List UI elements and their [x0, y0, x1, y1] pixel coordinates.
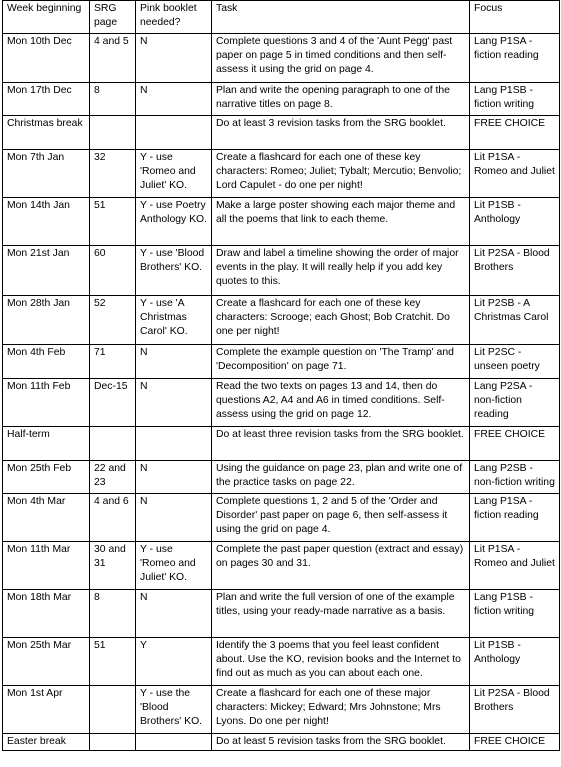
cell-page: 60 [90, 246, 136, 296]
cell-booklet: Y - use the 'Blood Brothers' KO. [136, 686, 212, 734]
table-row [3, 83, 560, 116]
cell-focus: Lit P2SA - Blood Brothers [470, 246, 560, 296]
cell-page: 8 [90, 83, 136, 116]
cell-focus: Lang P1SB - fiction writing [470, 83, 560, 116]
table-row [3, 427, 560, 461]
cell-page: 71 [90, 345, 136, 379]
cell-page [90, 116, 136, 150]
cell-booklet: Y - use 'A Christmas Carol' KO. [136, 296, 212, 345]
table-row [3, 379, 560, 427]
cell-booklet: Y [136, 638, 212, 686]
cell-week: Mon 4th Feb [3, 345, 90, 379]
cell-task: Plan and write the opening paragraph to one of the narrative titles on page 8. [212, 83, 470, 116]
cell-task: Read the two texts on pages 13 and 14, then do questions A2, A4 and A6 in timed conditions. Self-assess using the grid on page 12. [212, 379, 470, 427]
cell-task: Complete questions 1, 2 and 5 of the 'Order and Disorder' past paper on page 6, then self-assess it using the grid on page 4. [212, 494, 470, 542]
cell-booklet [136, 427, 212, 461]
table-row [3, 198, 560, 246]
cell-week: Half-term [3, 427, 90, 461]
table-row [3, 494, 560, 542]
cell-task: Make a large poster showing each major theme and all the poems that link to each theme. [212, 198, 470, 246]
cell-week: Mon 18th Mar [3, 590, 90, 638]
cell-week: Mon 21st Jan [3, 246, 90, 296]
cell-week: Mon 4th Mar [3, 494, 90, 542]
cell-week: Mon 14th Jan [3, 198, 90, 246]
header-row [3, 1, 560, 34]
cell-week: Mon 1st Apr [3, 686, 90, 734]
table-row [3, 296, 560, 345]
cell-task: Identify the 3 poems that you feel least confident about. Use the KO, revision books and the Internet to find out as much as you can about each one. [212, 638, 470, 686]
cell-booklet: Y - use 'Romeo and Juliet' KO. [136, 542, 212, 590]
cell-booklet: Y - use 'Blood Brothers' KO. [136, 246, 212, 296]
cell-booklet: Y - use Poetry Anthology KO. [136, 198, 212, 246]
cell-task: Do at least three revision tasks from the SRG booklet. [212, 427, 470, 461]
cell-page: 8 [90, 590, 136, 638]
cell-focus: Lit P1SB - Anthology [470, 198, 560, 246]
table-row [3, 734, 560, 751]
cell-page: 30 and 31 [90, 542, 136, 590]
cell-page: 51 [90, 638, 136, 686]
cell-week: Mon 11th Feb [3, 379, 90, 427]
cell-focus: Lang P2SB - non-fiction writing [470, 461, 560, 494]
header-focus: Focus [470, 1, 560, 34]
cell-focus: FREE CHOICE [470, 116, 560, 150]
cell-task: Draw and label a timeline showing the order of major events in the play. It will really help if you add key quotes to this. [212, 246, 470, 296]
table-row [3, 542, 560, 590]
cell-week: Christmas break [3, 116, 90, 150]
cell-booklet: N [136, 83, 212, 116]
cell-booklet: Y - use 'Romeo and Juliet' KO. [136, 150, 212, 198]
cell-task: Complete questions 3 and 4 of the 'Aunt Pegg' past paper on page 5 in timed conditions and then self-assess it using the grid on page 4. [212, 34, 470, 83]
cell-focus: Lang P1SA - fiction reading [470, 494, 560, 542]
cell-booklet: N [136, 379, 212, 427]
cell-focus: Lit P1SA - Romeo and Juliet [470, 542, 560, 590]
cell-task: Create a flashcard for each one of these key characters: Scrooge; each Ghost; Bob Cratchit. Do one per night! [212, 296, 470, 345]
cell-booklet: N [136, 345, 212, 379]
cell-focus: FREE CHOICE [470, 734, 560, 751]
cell-focus: Lit P1SA - Romeo and Juliet [470, 150, 560, 198]
cell-page: 22 and 23 [90, 461, 136, 494]
cell-focus: Lit P2SB - A Christmas Carol [470, 296, 560, 345]
table-row [3, 116, 560, 150]
cell-page: 51 [90, 198, 136, 246]
cell-focus: Lang P2SA - non-fiction reading [470, 379, 560, 427]
cell-task: Complete the past paper question (extract and essay) on pages 30 and 31. [212, 542, 470, 590]
cell-task: Do at least 3 revision tasks from the SRG booklet. [212, 116, 470, 150]
table-row [3, 686, 560, 734]
cell-page: 4 and 5 [90, 34, 136, 83]
cell-page: 32 [90, 150, 136, 198]
cell-week: Mon 17th Dec [3, 83, 90, 116]
header-booklet: Pink booklet needed? [136, 1, 212, 34]
cell-booklet [136, 116, 212, 150]
cell-focus: Lit P2SA - Blood Brothers [470, 686, 560, 734]
cell-week: Easter break [3, 734, 90, 751]
table-row [3, 638, 560, 686]
cell-focus: Lit P1SB - Anthology [470, 638, 560, 686]
cell-task: Do at least 5 revision tasks from the SRG booklet. [212, 734, 470, 751]
cell-focus: Lang P1SB - fiction writing [470, 590, 560, 638]
cell-page: 52 [90, 296, 136, 345]
table-row [3, 246, 560, 296]
cell-week: Mon 7th Jan [3, 150, 90, 198]
table-row [3, 34, 560, 83]
table-row [3, 461, 560, 494]
cell-week: Mon 28th Jan [3, 296, 90, 345]
cell-focus: Lang P1SA - fiction reading [470, 34, 560, 83]
header-page: SRG page [90, 1, 136, 34]
cell-booklet: N [136, 590, 212, 638]
cell-page [90, 686, 136, 734]
cell-week: Mon 25th Mar [3, 638, 90, 686]
table-row [3, 590, 560, 638]
cell-page [90, 734, 136, 751]
header-week: Week beginning [3, 1, 90, 34]
revision-schedule-table [2, 0, 560, 751]
header-task: Task [212, 1, 470, 34]
cell-focus: FREE CHOICE [470, 427, 560, 461]
cell-page: Dec-15 [90, 379, 136, 427]
cell-week: Mon 10th Dec [3, 34, 90, 83]
cell-task: Create a flashcard for each one of these key characters: Romeo; Juliet; Tybalt; Mercutio; Benvolio; Lord Capulet - do one per night! [212, 150, 470, 198]
cell-page: 4 and 6 [90, 494, 136, 542]
cell-booklet: N [136, 34, 212, 83]
cell-task: Plan and write the full version of one of the example titles, using your ready-made narrative as a basis. [212, 590, 470, 638]
cell-booklet: N [136, 461, 212, 494]
cell-week: Mon 11th Mar [3, 542, 90, 590]
cell-booklet: N [136, 494, 212, 542]
cell-booklet [136, 734, 212, 751]
cell-task: Complete the example question on 'The Tramp' and 'Decomposition' on page 71. [212, 345, 470, 379]
cell-task: Using the guidance on page 23, plan and write one of the practice tasks on page 22. [212, 461, 470, 494]
cell-task: Create a flashcard for each one of these major characters: Mickey; Edward; Mrs Johnstone; Mrs Lyons. Do one per night! [212, 686, 470, 734]
cell-page [90, 427, 136, 461]
cell-focus: Lit P2SC - unseen poetry [470, 345, 560, 379]
table-row [3, 345, 560, 379]
cell-week: Mon 25th Feb [3, 461, 90, 494]
table-row [3, 150, 560, 198]
